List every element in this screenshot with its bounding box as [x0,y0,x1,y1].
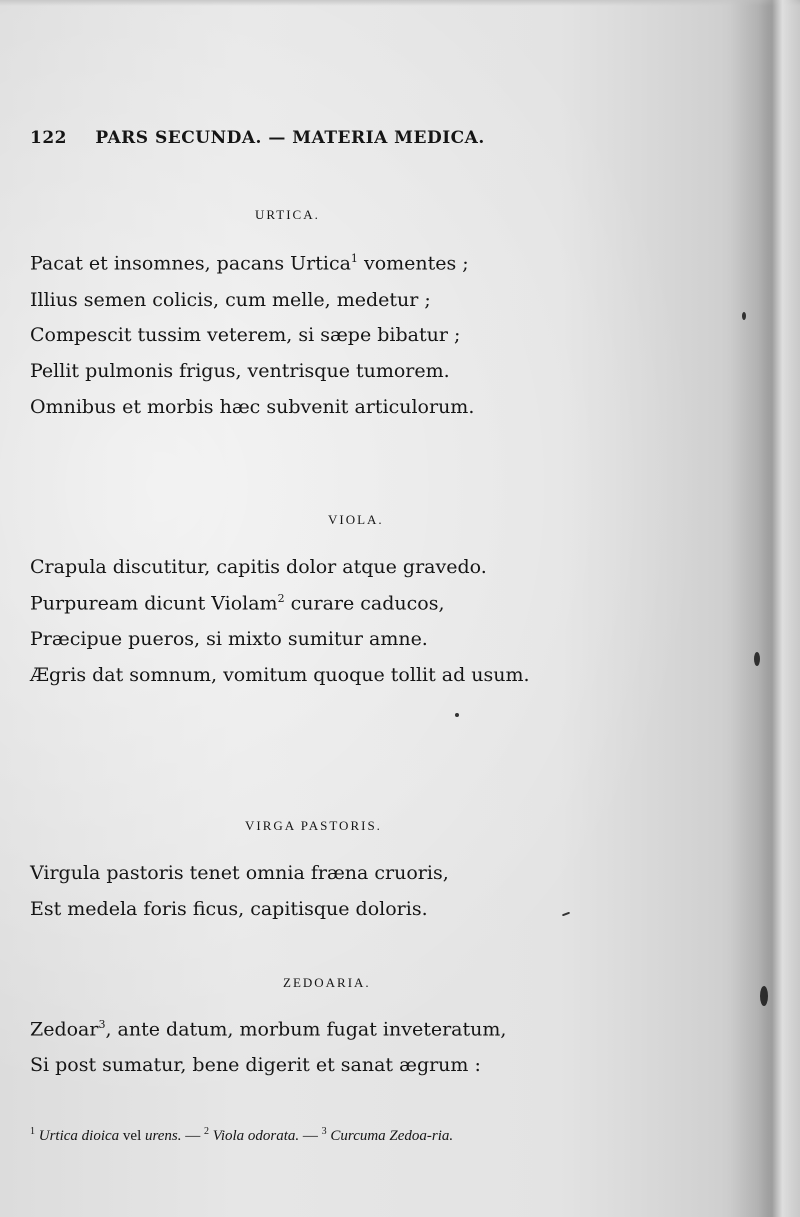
verse-text: Purpuream dicunt Violam [30,592,278,615]
verse-text: vomentes ; [357,252,469,275]
verse-line [30,592,445,614]
verse-line: Ægris dat somnum, vomitum quoque tollit ad usum. [30,664,530,686]
verse-line: Crapula discutitur, capitis dolor atque gravedo. [30,556,487,578]
verse-text: Zedoar [30,1018,99,1041]
verse-line: Omnibus et morbis hæc subvenit articulorum. [30,396,475,418]
footnote-text: Urtica dioica [38,1128,120,1144]
footnote-number: 2 [204,1126,210,1137]
page-top-edge [0,0,800,6]
footnote-number: 3 [321,1126,327,1137]
verse-text: curare caducos, [284,592,445,615]
verse-line: Præcipue pueros, si mixto sumitur amne. [30,628,428,650]
page-number: 122 [30,128,67,148]
verse-line [30,1018,506,1040]
footnote-ref: 3 [98,1018,106,1031]
footnote-text: vel [119,1128,145,1144]
section-title-zedoaria: ZEDOARIA. [283,975,371,990]
verse-text: Pacat et insomnes, pacans Urtica [30,252,351,275]
ink-speck [760,986,768,1006]
ink-speck [742,312,746,320]
verse-line: Illius semen colicis, cum melle, medetur ; [30,289,431,311]
verse-line: Virgula pastoris tenet omnia fræna cruoris, [30,862,449,884]
footnote-text: Viola odorata. [212,1128,300,1144]
footnote-text: Curcuma Zedoa-ria. [330,1128,454,1144]
verse-line [30,252,469,274]
verse-line: Si post sumatur, bene digerit et sanat ægrum : [30,1054,481,1076]
footnotes [30,1120,650,1148]
ink-speck [562,912,570,917]
section-title-urtica: URTICA. [255,207,320,222]
footnote-number: 1 [30,1126,35,1137]
footnote-separator: — [299,1128,322,1144]
footnote-text: urens. [144,1128,182,1144]
footnote-ref: 2 [277,592,285,605]
verse-line: Compescit tussim veterem, si sæpe bibatur ; [30,324,461,346]
running-title: PARS SECUNDA. — MATERIA MEDICA. [95,128,485,148]
verse-line: Est medela foris ficus, capitisque doloris. [30,898,428,920]
section-title-viola: VIOLA. [328,512,384,527]
verse-line: Pellit pulmonis frigus, ventrisque tumorem. [30,360,450,382]
section-title-virga-pastoris: VIRGA PASTORIS. [245,818,382,833]
footnote-separator: — [181,1128,205,1144]
running-head [30,128,550,148]
verse-text: , ante datum, morbum fugat inveteratum, [105,1018,507,1041]
ink-speck [754,652,760,666]
footnote-ref: 1 [350,252,358,265]
ink-speck [455,713,459,717]
